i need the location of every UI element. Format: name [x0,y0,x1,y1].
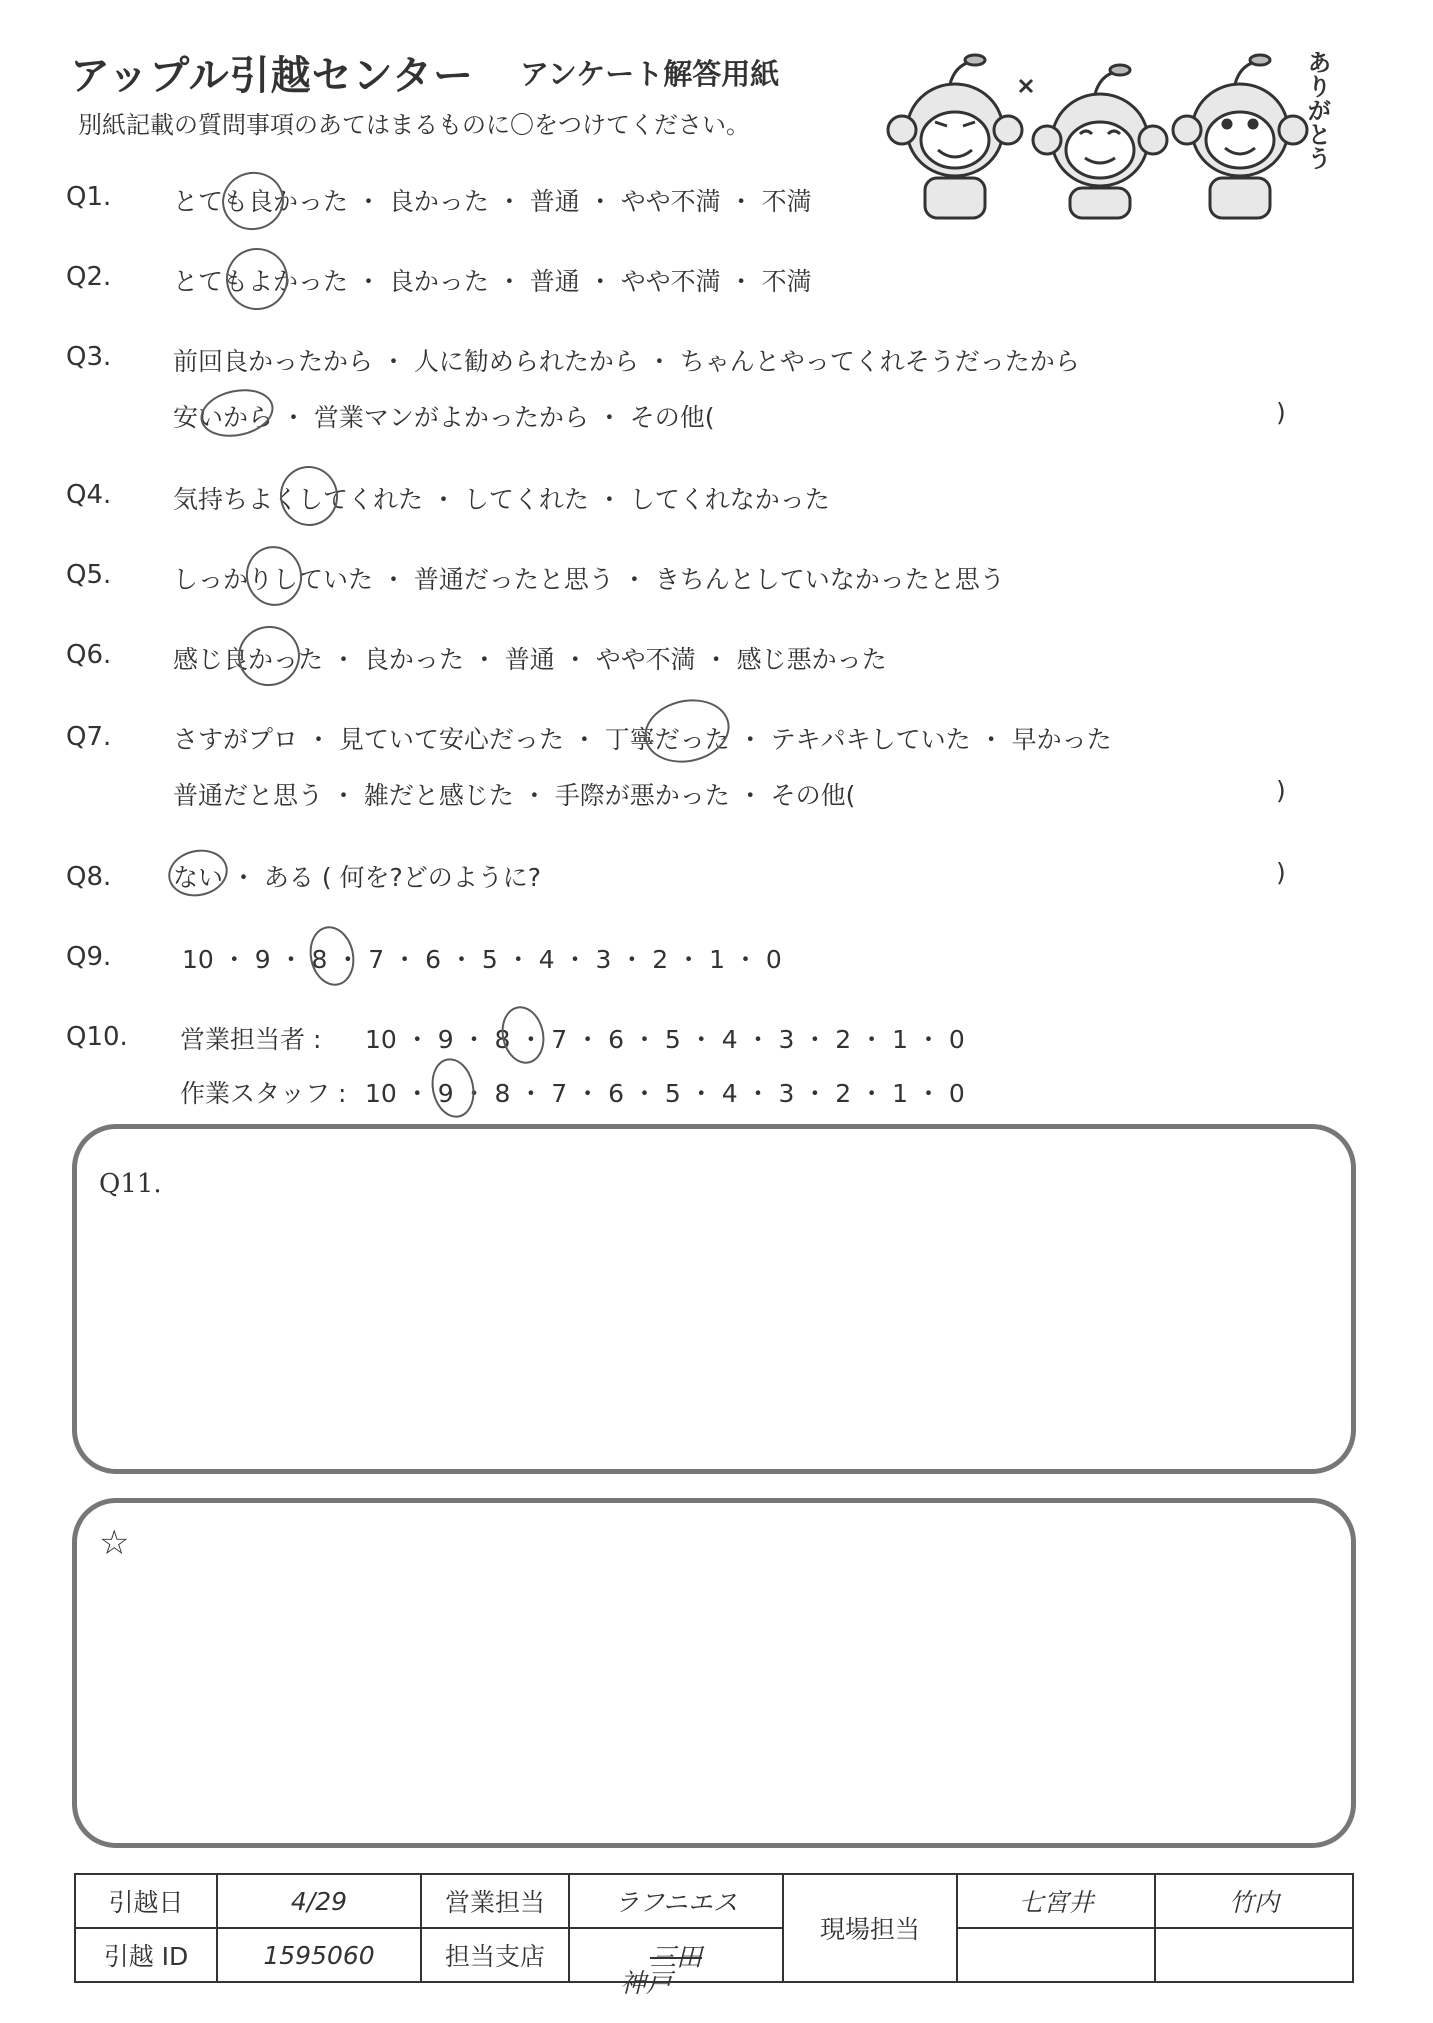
q1-options: とても良かった ・ 良かった ・ 普通 ・ やや不満 ・ 不満 [173,187,812,216]
q3-options-line1: 前回良かったから ・ 人に勧められたから ・ ちゃんとやってくれそうだったから [173,347,1080,376]
q11-label: Q11. [99,1169,162,1199]
q10-sales-scale: 10 ・ 9 ・ 8 ・ 7 ・ 6 ・ 5 ・ 4 ・ 3 ・ 2 ・ 1 ・ 0 [365,1025,965,1054]
answer-circle-mark [426,1054,480,1121]
instruction-text: 別紙記載の質問事項のあてはまるものに〇をつけてください。 [78,111,750,139]
answer-circle-mark [638,692,735,771]
company-title: アップル引越センター [70,53,474,99]
q11-comment-box [72,1124,1356,1474]
branch-value: 神戸 [620,1969,673,1999]
q10-staff-scale: 10 ・ 9 ・ 8 ・ 7 ・ 6 ・ 5 ・ 4 ・ 3 ・ 2 ・ 1 ・ 0 [365,1079,965,1108]
answer-circle-mark [220,242,294,316]
site-label: 現場担当 [783,1874,957,1982]
answer-circle-mark [232,620,305,692]
move-id-value: 1595060 [217,1928,421,1982]
site-empty-cell [957,1928,1155,1982]
branch-value-cell [569,1928,783,1999]
star-icon: ☆ [99,1523,130,1563]
answer-circle-mark [496,1002,549,1067]
q1-label: Q1. [66,182,112,212]
move-date-value: 4/29 [217,1874,421,1928]
q6-label: Q6. [66,640,112,670]
q7-label: Q7. [66,722,112,752]
q4-options: 気持ちよくしてくれた ・ してくれた ・ してくれなかった [173,485,830,514]
q3-close-paren: ) [1276,398,1286,427]
branch-label: 担当支店 [421,1928,569,1982]
q3-label: Q3. [66,342,112,372]
site-staff-1: 七宮井 [957,1874,1155,1928]
q6-options: 感じ良かった ・ 良かった ・ 普通 ・ やや不満 ・ 感じ悪かった [173,645,887,674]
q9-label: Q9. [66,942,112,972]
q2-label: Q2. [66,262,112,292]
branch-value-struck: 三田 [649,1942,702,1973]
q3-options-line2: 安いから ・ 営業マンがよかったから ・ その他( [173,403,715,432]
site-staff-2: 竹内 [1155,1874,1353,1928]
footer-info-table [74,1873,1354,1999]
q8-label: Q8. [66,862,112,892]
q4-label: Q4. [66,480,112,510]
answer-circle-mark [196,383,278,443]
q7-options-line1: さすがプロ ・ 見ていて安心だった ・ 丁寧だった ・ テキパキしていた ・ 早かった [173,725,1112,754]
answer-circle-mark [274,461,343,532]
q8-close-paren: ) [1276,858,1286,887]
q5-options: しっかりしていた ・ 普通だったと思う ・ きちんとしていなかったと思う [173,565,1005,594]
sales-label: 営業担当 [421,1874,569,1928]
star-comment-box [72,1498,1356,1848]
q7-options-line2: 普通だと思う ・ 雑だと感じた ・ 手際が悪かった ・ その他( [173,781,856,810]
q10-label: Q10. [66,1022,128,1052]
monkey-mascots-illustration [880,40,1320,220]
q2-options: とてもよかった ・ 良かった ・ 普通 ・ やや不満 ・ 不満 [173,267,812,296]
form-title: アンケート解答用紙 [520,57,780,91]
answer-circle-mark [304,922,360,990]
q7-close-paren: ) [1276,776,1286,805]
thanks-text: ありがとう [1303,50,1331,170]
answer-circle-mark [217,166,290,236]
move-date-label: 引越日 [75,1874,217,1928]
sales-value: ラフニエス [569,1874,783,1928]
q9-scale: 10 ・ 9 ・ 8 ・ 7 ・ 6 ・ 5 ・ 4 ・ 3 ・ 2 ・ 1 ・ 0 [182,945,782,974]
move-id-label: 引越 ID [75,1928,217,1982]
site-empty-cell [1155,1928,1353,1982]
q5-label: Q5. [66,560,112,590]
q8-options: ない ・ ある ( 何を?どのように? [173,863,542,892]
q10-sales-label: 営業担当者 : [180,1025,322,1054]
answer-circle-mark [240,541,307,611]
q10-staff-label: 作業スタッフ : [180,1079,347,1108]
